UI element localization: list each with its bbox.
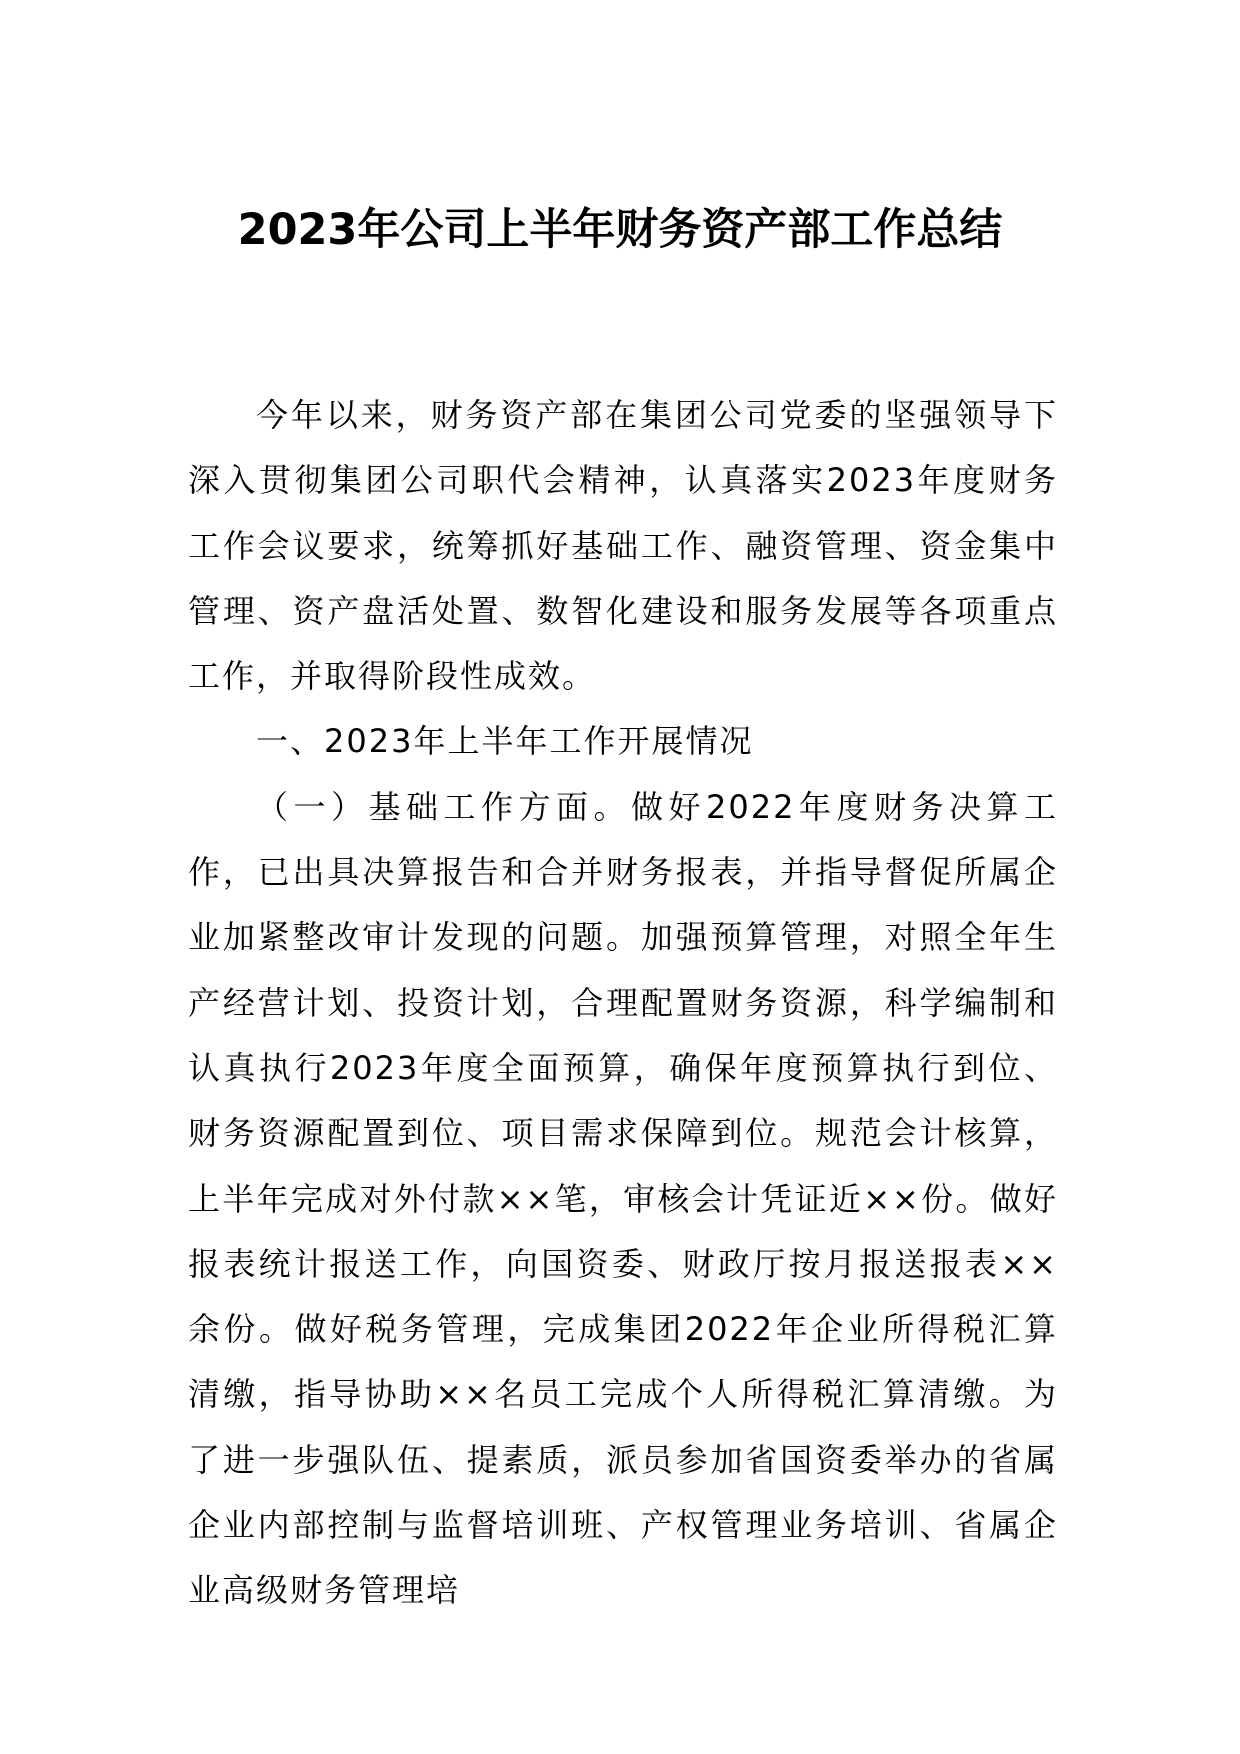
document-title: 2023年公司上半年财务资产部工作总结 [237, 205, 1003, 255]
intro-paragraph: 今年以来，财务资产部在集团公司党委的坚强领导下深入贯彻集团公司职代会精神，认真落实2023年度财务工作会议要求，统筹抓好基础工作、融资管理、资金集中管理、资产盘活处置、数智化建设和服务发展等各项重点工作，并取得阶段性成效。 [188, 396, 1058, 696]
body-paragraph: （一）基础工作方面。做好2022年度财务决算工作，已出具决算报告和合并财务报表，并指导督促所属企业加紧整改审计发现的问题。加强预算管理，对照全年生产经营计划、投资计划，合理配置财务资源，科学编制和认真执行2023年度全面预算，确保年度预算执行到位、财务资源配置到位、项目需求保障到位。规范会计核算，上半年完成对外付款××笔，审核会计凭证近××份。做好报表统计报送工作，向国资委、财政厅按月报送报表××余份。做好税务管理，完成集团2022年企业所得税汇算清缴，指导协助××名员工完成个人所得税汇算清缴。为了进一步强队伍、提素质，派员参加省国资委举办的省属企业内部控制与监督培训班、产权管理业务培训、省属企业高级财务管理培 [188, 787, 1058, 1610]
document-body [188, 383, 1058, 1624]
section-heading: 一、2023年上半年工作开展情况 [256, 722, 754, 761]
